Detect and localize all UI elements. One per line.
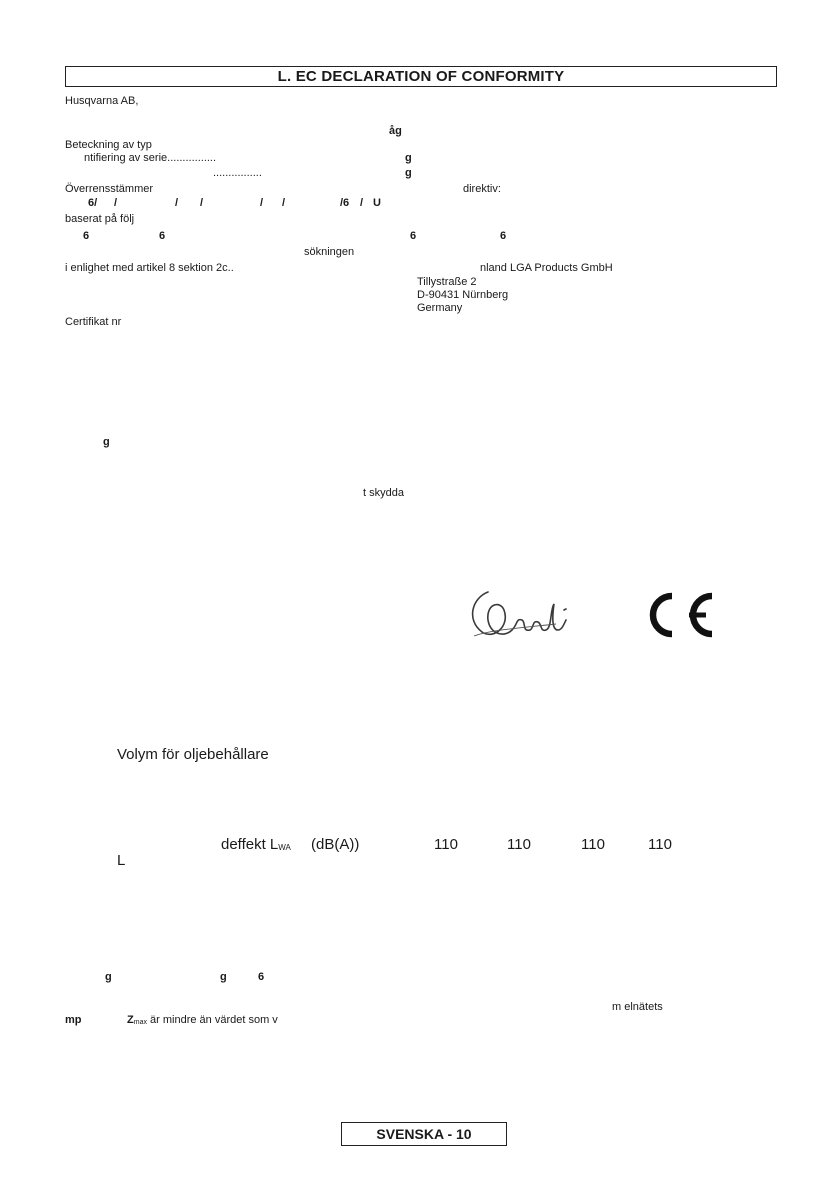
company-name: Husqvarna AB, xyxy=(65,95,139,107)
sound-power-unit: (dB(A)) xyxy=(311,836,360,853)
certificate-label: Certifikat nr xyxy=(65,316,122,328)
notified-body-country: Germany xyxy=(417,302,463,314)
l-label: L xyxy=(117,852,126,869)
fragment-g-2: g xyxy=(405,167,412,179)
directive-code-5: / xyxy=(260,197,264,209)
conformity-label: Överrensstämmer xyxy=(65,183,154,195)
signature-image xyxy=(460,580,580,645)
dotted-leader: ................ xyxy=(213,167,262,179)
directive-label: direktiv: xyxy=(463,183,501,195)
standard-digit-4: 6 xyxy=(500,230,507,242)
ce-mark-icon xyxy=(636,590,716,640)
fragment-g-1: g xyxy=(405,152,412,164)
sound-power-value-4: 110 xyxy=(648,836,672,853)
oil-tank-volume-label: Volym för oljebehållare xyxy=(117,746,269,763)
zmax-subscript: max xyxy=(133,1019,147,1026)
directive-code-8: / xyxy=(360,197,364,209)
directive-code-6: / xyxy=(282,197,286,209)
directive-code-1: 6/ xyxy=(88,197,98,209)
zmax-sentence xyxy=(127,1014,278,1029)
article-reference: i enlighet med artikel 8 sektion 2c.. xyxy=(65,262,234,274)
based-on-label: baserat på följ xyxy=(65,213,135,225)
mains-fragment: m elnätets xyxy=(612,1001,663,1013)
sound-power-value-1: 110 xyxy=(434,836,458,853)
sound-power-value-2: 110 xyxy=(507,836,531,853)
examination-label: sökningen xyxy=(304,246,355,258)
page-footer: SVENSKA - 10 xyxy=(341,1122,507,1146)
standard-digit-3: 6 xyxy=(410,230,417,242)
type-label: Beteckning av typ xyxy=(65,139,152,151)
zmax-symbol: Z xyxy=(127,1014,134,1026)
sound-power-subscript: WA xyxy=(278,843,291,852)
notified-body-name: nland LGA Products GmbH xyxy=(480,262,613,274)
directive-code-9: U xyxy=(373,197,381,209)
directive-code-7: /6 xyxy=(340,197,350,209)
directive-code-4: / xyxy=(200,197,204,209)
sound-power-label xyxy=(221,836,291,857)
directive-code-3: / xyxy=(175,197,179,209)
sound-power-value-3: 110 xyxy=(581,836,605,853)
standard-digit-2: 6 xyxy=(159,230,166,242)
fragment-g-3: g xyxy=(103,436,110,448)
fragment-mp: mp xyxy=(65,1014,82,1026)
fragment-g-5: g xyxy=(220,971,227,983)
fragment-g-4: g xyxy=(105,971,112,983)
notified-body-street: Tillystraße 2 xyxy=(417,276,477,288)
serial-label: ntifiering av serie................ xyxy=(84,152,217,164)
protect-fragment: t skydda xyxy=(363,487,404,499)
zmax-text: är mindre än värdet som v xyxy=(150,1014,278,1026)
standard-digit-1: 6 xyxy=(83,230,90,242)
notified-body-city: D-90431 Nürnberg xyxy=(417,289,509,301)
fragment-ag: åg xyxy=(389,125,402,137)
page-title: L. EC DECLARATION OF CONFORMITY xyxy=(65,66,777,87)
sound-power-text: deffekt L xyxy=(221,836,279,853)
fragment-six: 6 xyxy=(258,971,265,983)
directive-code-2: / xyxy=(114,197,118,209)
